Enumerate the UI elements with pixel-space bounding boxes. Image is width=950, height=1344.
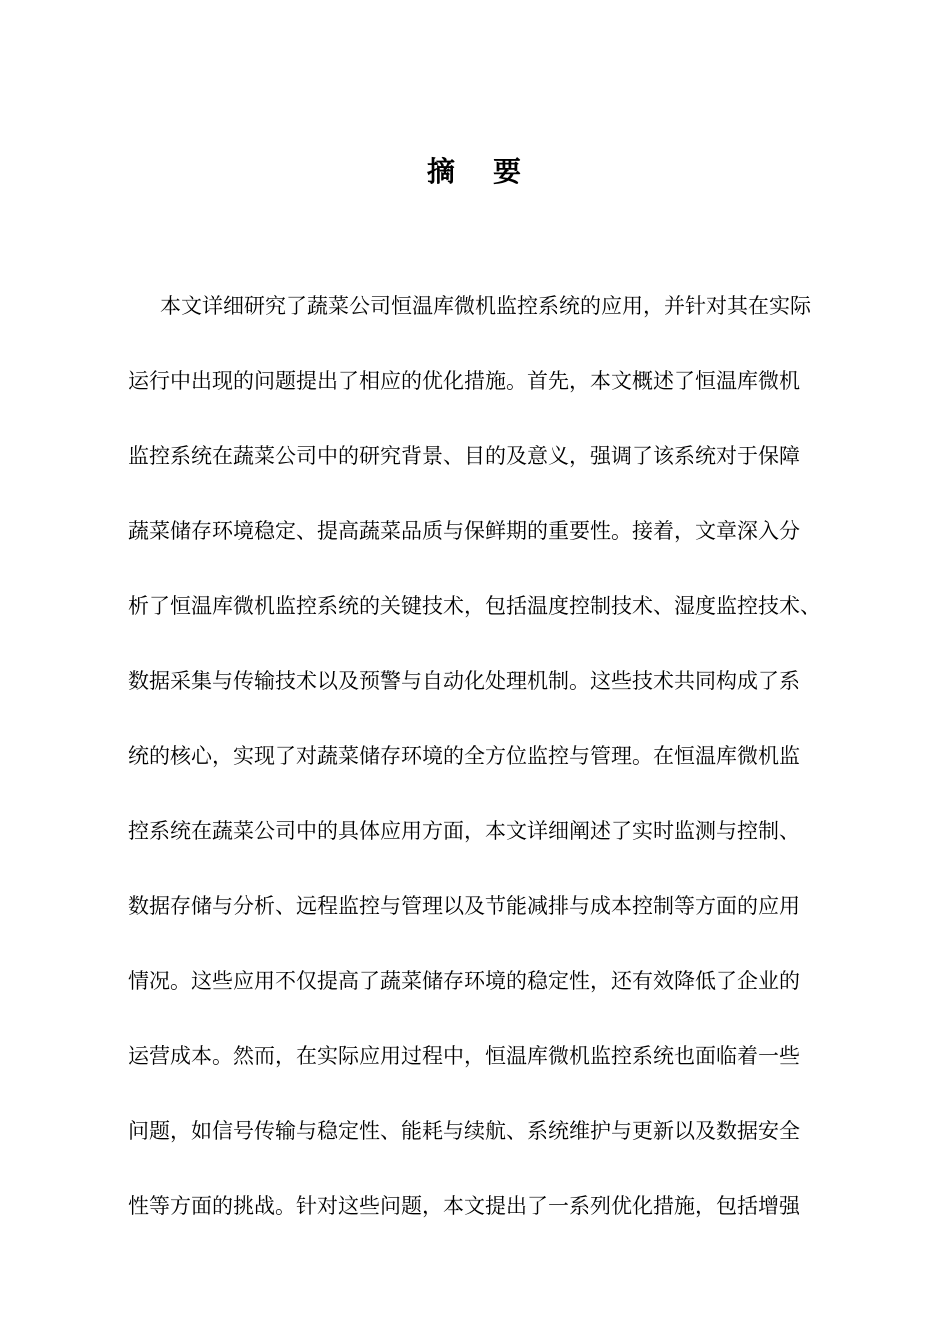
abstract-line: 性等方面的挑战。针对这些问题，本文提出了一系列优化措施，包括增强 [128, 1194, 800, 1218]
abstract-line: 问题，如信号传输与稳定性、能耗与续航、系统维护与更新以及数据安全 [128, 1119, 800, 1143]
abstract-line: 统的核心，实现了对蔬菜储存环境的全方位监控与管理。在恒温库微机监 [128, 744, 800, 768]
abstract-line: 本文详细研究了蔬菜公司恒温库微机监控系统的应用，并针对其在实际 [160, 294, 811, 318]
abstract-line: 控系统在蔬菜公司中的具体应用方面，本文详细阐述了实时监测与控制、 [128, 819, 800, 843]
abstract-line: 蔬菜储存环境稳定、提高蔬菜品质与保鲜期的重要性。接着，文章深入分 [128, 519, 800, 543]
abstract-line: 情况。这些应用不仅提高了蔬菜储存环境的稳定性，还有效降低了企业的 [128, 969, 800, 993]
abstract-line: 数据采集与传输技术以及预警与自动化处理机制。这些技术共同构成了系 [128, 669, 800, 693]
abstract-title-char-2: 要 [493, 155, 524, 188]
abstract-line: 监控系统在蔬菜公司中的研究背景、目的及意义，强调了该系统对于保障 [128, 444, 800, 468]
abstract-title [0, 150, 950, 190]
abstract-line: 析了恒温库微机监控系统的关键技术，包括温度控制技术、湿度监控技术、 [128, 594, 821, 618]
abstract-line: 运行中出现的问题提出了相应的优化措施。首先，本文概述了恒温库微机 [128, 369, 800, 393]
abstract-line: 数据存储与分析、远程监控与管理以及节能减排与成本控制等方面的应用 [128, 894, 800, 918]
abstract-line: 运营成本。然而，在实际应用过程中，恒温库微机监控系统也面临着一些 [128, 1044, 800, 1068]
abstract-title-char-1: 摘 [426, 155, 457, 188]
